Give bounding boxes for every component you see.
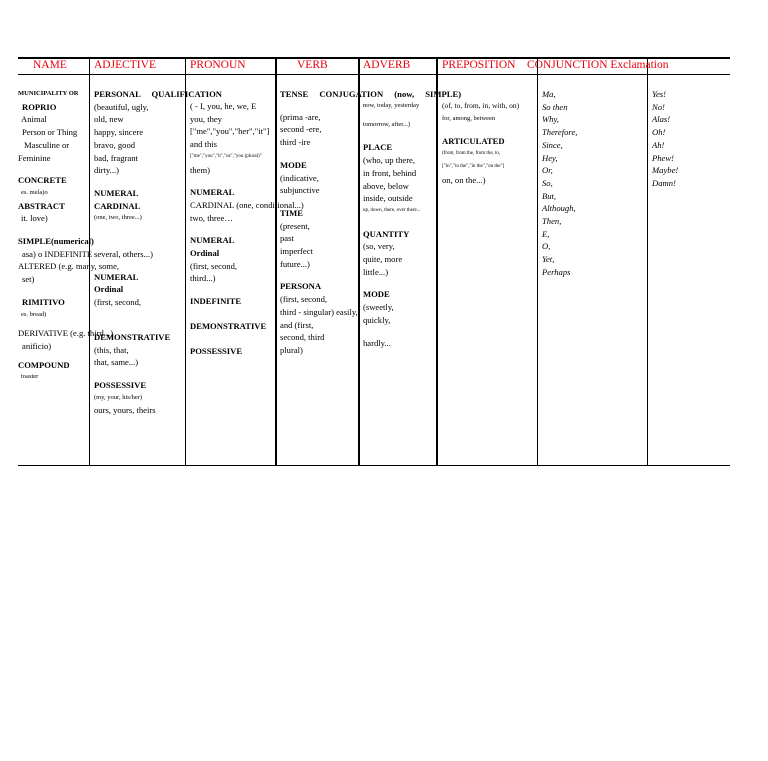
adverb-line: QUANTITY (363, 228, 410, 239)
exclamation-item: Oh! (652, 127, 666, 138)
verb-line: second, third (280, 332, 325, 343)
name-line: asa) o INDEFINITE (22, 248, 93, 259)
col-divider-7 (647, 57, 648, 466)
header-name: NAME (33, 59, 67, 71)
col-divider-6 (537, 57, 538, 466)
exclamation-item: Yes! (652, 89, 667, 99)
name-line: Masculine or (24, 139, 70, 150)
exclamation-column (652, 88, 678, 190)
conjunction-item: So then (542, 101, 568, 112)
pronoun-line: two, three… (190, 212, 233, 223)
verb-line: TIME (280, 207, 303, 218)
conjunction-item: Since, (542, 139, 563, 150)
pronoun-line: and this (190, 139, 217, 150)
verb-line: MODE (280, 159, 307, 170)
header-conjunction-exclamation: CONJUNCTION Exclamation (527, 59, 669, 71)
exclamation-item: Maybe! (652, 165, 679, 176)
name-line: SIMPLE(numerical) (18, 236, 94, 247)
name-line: MUNICIPALITY OR (18, 90, 79, 97)
adjective-line: (first, second, (94, 297, 142, 308)
adjective-line: DEMONSTRATIVE (94, 331, 171, 342)
verb-line: (prima -are, (280, 111, 321, 122)
pronoun-line: Ordinal (190, 248, 220, 259)
adjective-line: bravo, good (94, 139, 136, 150)
conjunction-item: Although, (542, 203, 576, 214)
preposition-line: (from, from the, from the, to, (442, 151, 501, 157)
name-line: COMPOUND (18, 359, 70, 370)
preposition-line: for, among, between (442, 114, 496, 122)
adverb-line: quickly, (363, 314, 391, 325)
conjunction-item: Ma, (542, 89, 556, 99)
adjective-line: Ordinal (94, 284, 124, 295)
pronoun-line: them) (190, 164, 211, 175)
header-adverb: ADVERB (363, 59, 411, 71)
name-line: CONCRETE (18, 175, 67, 186)
header-adjective: ADJECTIVE (94, 59, 156, 71)
pronoun-line: third...) (190, 273, 216, 284)
adverb-line: now, today, yesterday (363, 102, 420, 109)
adjective-line: several, others...) (94, 249, 153, 260)
adjective-line: (one, two, three...) (94, 214, 142, 222)
adjective-line: happy, sincere (94, 127, 144, 138)
verb-line: subjunctive (280, 185, 320, 196)
adjective-line: (beautiful, ugly, (94, 101, 149, 112)
pronoun-line: (first, second, (190, 260, 238, 271)
verb-line: and (first, (280, 319, 314, 330)
conjunction-item: Why, (542, 114, 559, 125)
adverb-line: hardly... (363, 337, 391, 348)
adjective-line: NUMERAL (94, 271, 139, 282)
name-line: es. bread) (21, 310, 47, 318)
verb-line: imperfect (280, 246, 313, 257)
name-line: ALTERED (e.g. many, some, (18, 261, 120, 272)
name-line: set) (22, 274, 35, 285)
adjective-line: dirty...) (94, 165, 119, 176)
adverb-line: (who, up there, (363, 155, 416, 166)
name-line: Feminine (18, 152, 51, 163)
name-line: Animal (21, 114, 47, 125)
preposition-line: ARTICULATED (442, 136, 505, 147)
pronoun-line: ["me","you","her","it"] (190, 126, 270, 137)
adjective-line: PERSONAL QUALIFICATION (94, 89, 222, 99)
adverb-line: tomorrow, after...) (363, 120, 411, 128)
conjunction-item: So, (542, 177, 553, 188)
header-preposition: PREPOSITION (442, 59, 516, 71)
adverb-line: little...) (363, 266, 389, 277)
name-line: anificio) (22, 340, 52, 351)
verb-line: (first, second, (280, 294, 328, 305)
conjunction-item: Or, (542, 165, 553, 176)
adjective-line: CARDINAL (94, 200, 141, 211)
adverb-line: (so, very, (363, 241, 395, 252)
name-line: es. mela)o (21, 188, 48, 196)
verb-line: (indicative, (280, 172, 319, 183)
adjective-line: that, same...) (94, 357, 139, 368)
name-line: it. love) (21, 213, 48, 224)
verb-line: second -ere, (280, 124, 322, 135)
preposition-line: (of, to, from, in, with, on) (442, 101, 520, 110)
verb-line: TENSE CONJUGATION (now, SIMPLE) (280, 89, 462, 99)
conjunction-item: Hey, (542, 152, 558, 163)
adjective-line: (this, that, (94, 344, 129, 355)
header-verb: VERB (297, 59, 328, 71)
header-bottom-rule (18, 74, 730, 75)
exclamation-item: Alas! (652, 114, 671, 125)
adjective-line: old, new (94, 114, 124, 125)
pronoun-line: ( - I, you, he, we, E (190, 101, 257, 111)
name-line: RIMITIVO (22, 296, 65, 307)
adjective-line: NUMERAL (94, 187, 139, 198)
adverb-line: up, down, there, over there... (363, 207, 421, 213)
preposition-column (442, 100, 519, 186)
adverb-line: quite, more (363, 254, 403, 265)
adjective-line: POSSESSIVE (94, 379, 147, 390)
conjunction-item: Yet, (542, 254, 555, 265)
exclamation-item: Phew! (652, 152, 674, 163)
exclamation-item: No! (652, 101, 665, 112)
verb-line: plural) (280, 344, 303, 355)
table-bottom-rule (18, 465, 730, 466)
pronoun-line: CARDINAL (one, conditional...) (190, 199, 304, 210)
preposition-line: on, on the...) (442, 174, 486, 185)
verb-line: third - singular) easily, (280, 306, 358, 317)
verb-line: PERSONA (280, 281, 322, 292)
adverb-line: inside, outside (363, 193, 413, 204)
conjunction-item: But, (542, 190, 557, 201)
conjunction-item: Then, (542, 216, 562, 227)
preposition-line: ["in","in the","in the","on the"] (442, 163, 505, 169)
adverb-line: above, below (363, 180, 409, 191)
verb-line: third -ire (280, 137, 311, 148)
name-line: ABSTRACT (18, 200, 65, 211)
pronoun-line: you, they (190, 113, 222, 124)
adverb-line: (sweetly, (363, 302, 394, 313)
pronoun-line: POSSESSIVE (190, 345, 243, 356)
adverb-column (363, 100, 420, 349)
conjunction-column (542, 88, 577, 279)
verb-line: future...) (280, 258, 310, 269)
exclamation-item: Damn! (652, 177, 676, 188)
adverb-line: PLACE (363, 142, 393, 153)
name-line: toaster (21, 373, 39, 381)
conjunction-item: E, (542, 228, 550, 239)
pronoun-line: INDEFINITE (190, 296, 242, 307)
adverb-line: in front, behind (363, 167, 417, 178)
pronoun-line: NUMERAL (190, 187, 235, 198)
adjective-line: bad, fragrant (94, 152, 138, 163)
name-line: ROPRIO (22, 101, 57, 112)
name-line: Person or Thing (22, 127, 78, 138)
exclamation-item: Ah! (652, 139, 665, 150)
pronoun-line: ["me","you","it","us","you (plural)" (190, 153, 262, 159)
name-line: DERIVATIVE (e.g. third...) (18, 328, 114, 339)
header-pronoun: PRONOUN (190, 59, 246, 71)
conjunction-item: Perhaps (542, 266, 571, 277)
adjective-line: (my, your, his/her) (94, 393, 143, 401)
adverb-line: MODE (363, 289, 390, 300)
conjunction-item: O, (542, 241, 551, 252)
pronoun-line: DEMONSTRATIVE (190, 320, 267, 331)
verb-line: (present, (280, 220, 310, 231)
adjective-line: ours, yours, theirs (94, 405, 156, 416)
verb-line: past (280, 233, 294, 244)
pronoun-line: NUMERAL (190, 235, 235, 246)
conjunction-item: Therefore, (542, 127, 578, 138)
